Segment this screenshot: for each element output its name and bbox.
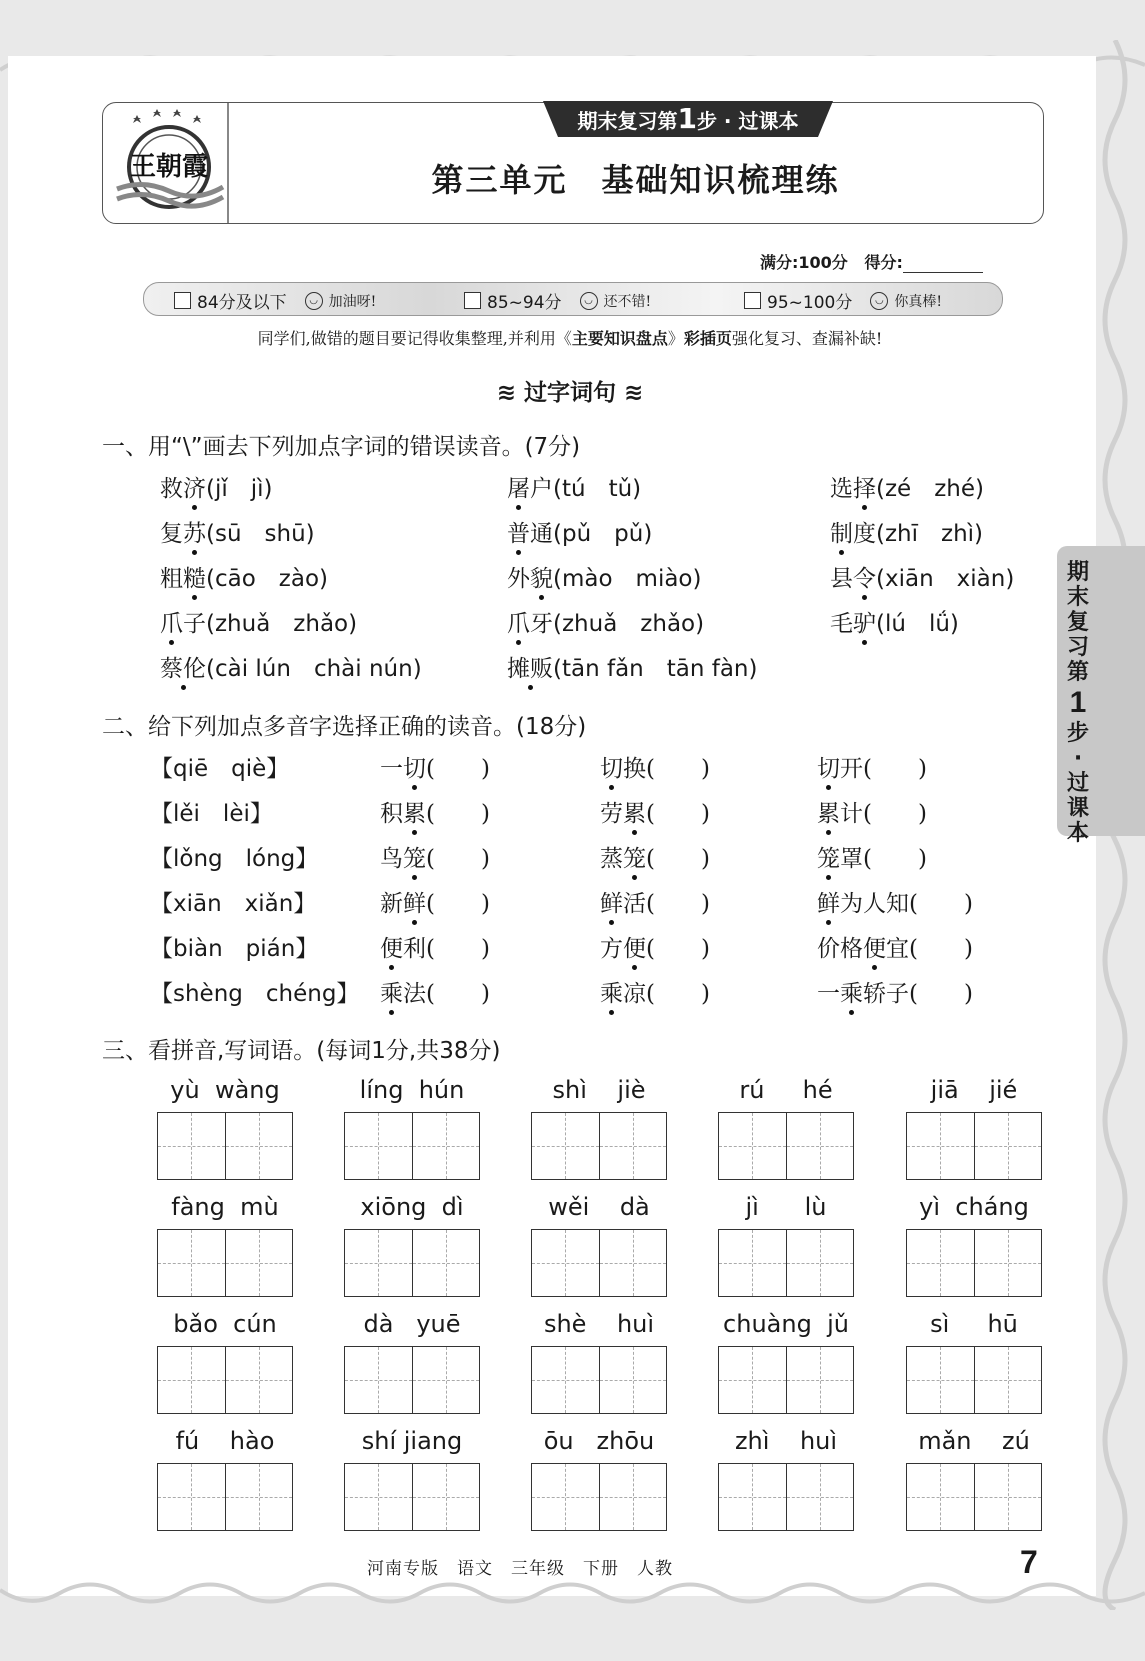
pinyin-options: (zhuǎ zhǎo)	[553, 611, 705, 637]
question-1-item	[160, 560, 328, 593]
pinyin-prompt: zhì huì	[734, 1427, 838, 1455]
side-char: 步	[1066, 721, 1089, 746]
pinyin-prompt: ōu zhōu	[543, 1427, 655, 1455]
dotted-char: 鲜	[817, 885, 840, 918]
char-square[interactable]	[975, 1347, 1042, 1413]
eval-msg-1: 加油呀!	[328, 293, 377, 310]
char-square[interactable]	[413, 1347, 480, 1413]
pinyin-prompt: dà yuē	[363, 1310, 461, 1338]
char-square[interactable]	[345, 1113, 413, 1179]
word-with-blank	[600, 930, 710, 963]
eval-item-3	[744, 288, 942, 313]
word-with-blank	[380, 930, 490, 963]
word-post: 子	[183, 611, 206, 637]
dotted-char: 便	[863, 930, 886, 963]
notice-bold2: 彩插页	[683, 329, 732, 348]
answer-blank[interactable]: ( )	[863, 756, 927, 782]
question-1-item	[507, 470, 641, 503]
question-1-item	[507, 560, 701, 593]
bottom-wave-border	[0, 1575, 1145, 1615]
pinyin-prompt: shì jiè	[552, 1076, 646, 1104]
dotted-char: 驴	[853, 605, 876, 638]
dotted-char: 貌	[530, 560, 553, 593]
word-pre: 劳	[600, 801, 623, 827]
word-with-blank	[380, 750, 490, 783]
word-post: 法	[403, 981, 426, 1007]
word-with-blank	[380, 840, 490, 873]
answer-blank[interactable]: ( )	[863, 846, 927, 872]
word-post: 罩	[840, 846, 863, 872]
notice-pre: 同学们,做错的题目要记得收集整理,并利用《	[257, 329, 572, 348]
page-number: 7	[1020, 1544, 1038, 1580]
char-square[interactable]	[413, 1230, 480, 1296]
word-post: 利	[403, 936, 426, 962]
eval-msg-2: 还不错!	[603, 293, 652, 310]
word-with-blank	[817, 930, 973, 963]
tianzige-box[interactable]	[157, 1229, 293, 1297]
tianzige-box[interactable]	[157, 1463, 293, 1531]
side-char: 期	[1066, 560, 1089, 585]
word-post: 为人知	[840, 891, 909, 917]
dotted-char: 笼	[403, 840, 426, 873]
eval-msg-3: 你真棒!	[894, 293, 942, 310]
char-square[interactable]	[719, 1113, 787, 1179]
word-post: 度	[853, 521, 876, 547]
word-with-blank	[380, 885, 490, 918]
pinyin-prompt: sì hū	[930, 1310, 1018, 1338]
pinyin-prompt: fú hào	[175, 1427, 275, 1455]
step-banner	[543, 101, 833, 137]
word-with-blank	[600, 840, 710, 873]
pinyin-options: (cài lún chài nún)	[206, 656, 422, 682]
section-heading	[100, 374, 1040, 407]
tianzige-box[interactable]	[531, 1346, 667, 1414]
char-square[interactable]	[413, 1113, 480, 1179]
char-square[interactable]	[532, 1230, 600, 1296]
banner-pre: 期末复习第	[577, 109, 678, 133]
word-post: 凉	[623, 981, 646, 1007]
dotted-char: 爪	[160, 605, 183, 638]
dotted-char: 令	[853, 560, 876, 593]
word-pre: 县	[830, 566, 853, 592]
score-blank[interactable]	[903, 254, 983, 273]
char-square[interactable]	[975, 1113, 1042, 1179]
answer-blank[interactable]: ( )	[646, 756, 710, 782]
char-square[interactable]	[907, 1230, 975, 1296]
pinyin-prompt: mǎn zú	[918, 1427, 1030, 1455]
dotted-char: 鲜	[600, 885, 623, 918]
word-pre: 蒸	[600, 846, 623, 872]
pinyin-options: (tú tǔ)	[553, 476, 642, 502]
dotted-char: 乘	[380, 975, 403, 1008]
word-pre: 复	[160, 521, 183, 547]
tianzige-box[interactable]	[344, 1229, 480, 1297]
char-square[interactable]	[226, 1347, 293, 1413]
pinyin-prompt: bǎo cún	[173, 1310, 277, 1338]
tianzige-box[interactable]	[906, 1463, 1042, 1531]
side-char: 复	[1066, 610, 1089, 635]
char-square[interactable]	[975, 1230, 1042, 1296]
logo-text: 王朝霞	[129, 152, 209, 182]
question-1-item	[160, 515, 315, 548]
question-1-item	[830, 605, 959, 638]
answer-blank[interactable]: ( )	[909, 981, 973, 1007]
word-with-blank	[817, 795, 927, 828]
word-pre: 一	[817, 981, 840, 1007]
question-1-item	[830, 515, 983, 548]
char-square[interactable]	[600, 1464, 667, 1530]
answer-blank[interactable]: ( )	[863, 801, 927, 827]
tianzige-box[interactable]	[531, 1112, 667, 1180]
side-char: ·	[1073, 746, 1083, 771]
word-with-blank	[817, 975, 973, 1008]
word-pre: 积	[380, 801, 403, 827]
question-1-item	[160, 470, 273, 503]
pinyin-choice: 【xiān xiǎn】	[150, 891, 317, 917]
notice-bold: 主要知识盘点	[571, 329, 668, 348]
wave-left-icon: ≋	[496, 380, 516, 406]
tianzige-box[interactable]	[531, 1229, 667, 1297]
char-square[interactable]	[158, 1347, 226, 1413]
pinyin-options: (tān fǎn tān fàn)	[553, 656, 758, 682]
header-box	[102, 102, 1044, 224]
dotted-char: 便	[623, 930, 646, 963]
smile-icon: ◡	[580, 292, 598, 310]
char-square[interactable]	[975, 1464, 1042, 1530]
pinyin-prompt: yù wàng	[170, 1076, 280, 1104]
question-1-item	[507, 605, 704, 638]
word-post: 计	[840, 801, 863, 827]
dotted-char: 糙	[183, 560, 206, 593]
word-pre: 外	[507, 566, 530, 592]
char-square[interactable]	[345, 1347, 413, 1413]
char-square[interactable]	[787, 1113, 854, 1179]
char-square[interactable]	[907, 1464, 975, 1530]
pinyin-choice: 【shèng chéng】	[150, 981, 360, 1007]
side-num: 1	[1069, 686, 1087, 719]
question-1-item	[160, 650, 422, 683]
score-label: 得分:	[864, 253, 903, 272]
question-1-item	[160, 605, 357, 638]
word-pre: 粗	[160, 566, 183, 592]
answer-blank[interactable]: ( )	[426, 936, 490, 962]
dotted-char: 累	[403, 795, 426, 828]
self-evaluation-bar	[143, 282, 1003, 316]
answer-blank[interactable]: ( )	[646, 801, 710, 827]
question-1-item	[507, 515, 652, 548]
word-post: 宜	[886, 936, 909, 962]
word-pre: 方	[600, 936, 623, 962]
question-1-title: 一、用“\”画去下列加点字词的错误读音。(7分)	[102, 434, 581, 460]
char-square[interactable]	[158, 1113, 226, 1179]
word-with-blank	[600, 885, 710, 918]
section-title: 过字词句	[524, 380, 616, 406]
word-pre: 毛	[830, 611, 853, 637]
pinyin-choice: 【lěi lèi】	[150, 801, 273, 827]
score-line	[760, 250, 983, 273]
banner-num: 1	[677, 102, 697, 135]
dotted-char: 济	[183, 470, 206, 503]
word-with-blank	[817, 885, 973, 918]
dotted-char: 屠	[507, 470, 530, 503]
answer-blank[interactable]: ( )	[646, 936, 710, 962]
eval-checkbox-3[interactable]	[744, 292, 761, 309]
pinyin-options: (pǔ pǔ)	[553, 521, 653, 547]
happy-face-icon: ◡	[870, 292, 888, 310]
word-post: 户	[530, 476, 553, 502]
eval-item-1	[174, 288, 376, 313]
pinyin-choice: 【biàn pián】	[150, 936, 319, 962]
dotted-char: 切	[817, 750, 840, 783]
char-square[interactable]	[719, 1230, 787, 1296]
tianzige-box[interactable]	[718, 1229, 854, 1297]
eval-checkbox-1[interactable]	[174, 292, 191, 309]
word-pre: 新	[380, 891, 403, 917]
dotted-char: 摊贩	[507, 650, 553, 683]
word-post: 换	[623, 756, 646, 782]
tianzige-box[interactable]	[906, 1229, 1042, 1297]
char-square[interactable]	[158, 1230, 226, 1296]
notice-text	[100, 326, 1040, 349]
dotted-char: 切	[600, 750, 623, 783]
dotted-char: 便	[380, 930, 403, 963]
char-square[interactable]	[226, 1230, 293, 1296]
question-1-item	[830, 470, 984, 503]
dotted-char: 笼	[623, 840, 646, 873]
face-icon: ◡	[305, 292, 323, 310]
char-square[interactable]	[719, 1464, 787, 1530]
pinyin-options: (cāo zào)	[206, 566, 328, 592]
word-post: 牙	[530, 611, 553, 637]
pinyin-prompt: wěi dà	[548, 1193, 650, 1221]
pinyin-options: (xiān xiàn)	[876, 566, 1015, 592]
banner-post: 步 · 过课本	[696, 109, 799, 133]
eval-range-1: 84分及以下	[197, 293, 287, 313]
dotted-char: 切	[403, 750, 426, 783]
pinyin-prompt: líng hún	[359, 1076, 465, 1104]
question-2-title: 二、给下列加点多音字选择正确的读音。(18分)	[102, 714, 587, 740]
word-with-blank	[600, 975, 710, 1008]
question-1-item	[830, 560, 1014, 593]
char-square[interactable]	[600, 1347, 667, 1413]
tianzige-box[interactable]	[718, 1463, 854, 1531]
char-square[interactable]	[413, 1464, 480, 1530]
notice-mid: 》	[667, 329, 684, 348]
footer-text: 河南专版 语文 三年级 下册 人教	[367, 1559, 673, 1579]
dotted-char: 累	[817, 795, 840, 828]
word-post: 活	[623, 891, 646, 917]
eval-checkbox-2[interactable]	[464, 292, 481, 309]
eval-range-3: 95~100分	[767, 293, 853, 313]
answer-blank[interactable]: ( )	[426, 891, 490, 917]
pinyin-prompt: shí jiang	[361, 1427, 463, 1455]
char-square[interactable]	[345, 1464, 413, 1530]
page-title: 第三单元 基础知识梳理练	[431, 161, 840, 199]
dotted-char: 乘	[600, 975, 623, 1008]
pinyin-prompt: jiā jié	[930, 1076, 1018, 1104]
question-1-item	[507, 650, 757, 683]
dotted-char: 笼	[817, 840, 840, 873]
pinyin-prompt: chuàng jǔ	[723, 1310, 849, 1338]
tianzige-box[interactable]	[531, 1463, 667, 1531]
word-with-blank	[817, 840, 927, 873]
pinyin-options: (lú lǘ)	[876, 611, 959, 637]
char-square[interactable]	[787, 1230, 854, 1296]
char-square[interactable]	[158, 1464, 226, 1530]
word-post: 通	[530, 521, 553, 547]
tianzige-box[interactable]	[157, 1112, 293, 1180]
answer-blank[interactable]: ( )	[909, 891, 973, 917]
answer-blank[interactable]: ( )	[909, 936, 973, 962]
char-square[interactable]	[226, 1113, 293, 1179]
pinyin-options: (zé zhé)	[876, 476, 984, 502]
char-square[interactable]	[600, 1113, 667, 1179]
pinyin-prompt: rú hé	[739, 1076, 833, 1104]
pinyin-prompt: xiōng dì	[360, 1193, 464, 1221]
side-tab-text	[1058, 560, 1098, 846]
tianzige-box[interactable]	[157, 1346, 293, 1414]
side-char: 过	[1066, 771, 1089, 796]
dotted-char: 普	[507, 515, 530, 548]
pinyin-prompt: yì cháng	[919, 1193, 1029, 1221]
word-post: 开	[840, 756, 863, 782]
answer-blank[interactable]: ( )	[426, 801, 490, 827]
word-with-blank	[600, 750, 710, 783]
word-with-blank	[380, 975, 490, 1008]
char-square[interactable]	[907, 1113, 975, 1179]
word-post: 轿子	[863, 981, 909, 1007]
answer-blank[interactable]: ( )	[426, 981, 490, 1007]
dotted-char: 择	[853, 470, 876, 503]
eval-item-2	[464, 288, 651, 313]
tianzige-box[interactable]	[344, 1112, 480, 1180]
char-square[interactable]	[532, 1113, 600, 1179]
tianzige-box[interactable]	[344, 1346, 480, 1414]
word-pre: 价格	[817, 936, 863, 962]
side-char: 第	[1066, 660, 1089, 685]
side-char: 课	[1066, 796, 1089, 821]
notice-post: 强化复习、查漏补缺!	[731, 329, 883, 348]
side-char: 习	[1066, 635, 1089, 660]
pinyin-prompt: shè huì	[543, 1310, 655, 1338]
word-pre: 救	[160, 476, 183, 502]
tianzige-box[interactable]	[906, 1112, 1042, 1180]
dotted-char: 累	[623, 795, 646, 828]
pinyin-options: (mào miào)	[553, 566, 702, 592]
pinyin-options: (jǐ jì)	[206, 476, 273, 502]
wave-right-icon: ≋	[624, 380, 644, 406]
word-with-blank	[380, 795, 490, 828]
pinyin-options: (sū shū)	[206, 521, 315, 547]
tianzige-box[interactable]	[344, 1463, 480, 1531]
char-square[interactable]	[345, 1230, 413, 1296]
word-pre: 一	[380, 756, 403, 782]
dotted-char: 蔡伦	[160, 650, 206, 683]
pinyin-choice: 【lǒng lóng】	[150, 846, 319, 872]
word-with-blank	[817, 750, 927, 783]
pinyin-options: (zhuǎ zhǎo)	[206, 611, 358, 637]
dotted-char: 苏	[183, 515, 206, 548]
char-square[interactable]	[532, 1464, 600, 1530]
question-3-title: 三、看拼音,写词语。(每词1分,共38分)	[102, 1038, 501, 1064]
pinyin-choice: 【qiē qiè】	[150, 756, 290, 782]
word-pre: 选	[830, 476, 853, 502]
dotted-char: 制	[830, 515, 853, 548]
answer-blank[interactable]: ( )	[426, 756, 490, 782]
tianzige-box[interactable]	[718, 1112, 854, 1180]
answer-blank[interactable]: ( )	[426, 846, 490, 872]
char-square[interactable]	[787, 1347, 854, 1413]
char-square[interactable]	[600, 1230, 667, 1296]
tianzige-box[interactable]	[906, 1346, 1042, 1414]
publisher-logo	[113, 109, 225, 217]
answer-blank[interactable]: ( )	[646, 891, 710, 917]
full-score: 满分:100分	[760, 253, 848, 272]
char-square[interactable]	[532, 1347, 600, 1413]
dotted-char: 鲜	[403, 885, 426, 918]
pinyin-prompt: jì lù	[745, 1193, 827, 1221]
char-square[interactable]	[787, 1464, 854, 1530]
side-char: 末	[1066, 585, 1089, 610]
word-pre: 鸟	[380, 846, 403, 872]
dotted-char: 爪	[507, 605, 530, 638]
answer-blank[interactable]: ( )	[646, 846, 710, 872]
char-square[interactable]	[719, 1347, 787, 1413]
dotted-char: 乘	[840, 975, 863, 1008]
answer-blank[interactable]: ( )	[646, 981, 710, 1007]
eval-range-2: 85~94分	[487, 293, 562, 313]
char-square[interactable]	[907, 1347, 975, 1413]
pinyin-options: (zhī zhì)	[876, 521, 984, 547]
word-with-blank	[600, 795, 710, 828]
tianzige-box[interactable]	[718, 1346, 854, 1414]
side-char: 本	[1066, 821, 1089, 846]
pinyin-prompt: fàng mù	[171, 1193, 279, 1221]
char-square[interactable]	[226, 1464, 293, 1530]
